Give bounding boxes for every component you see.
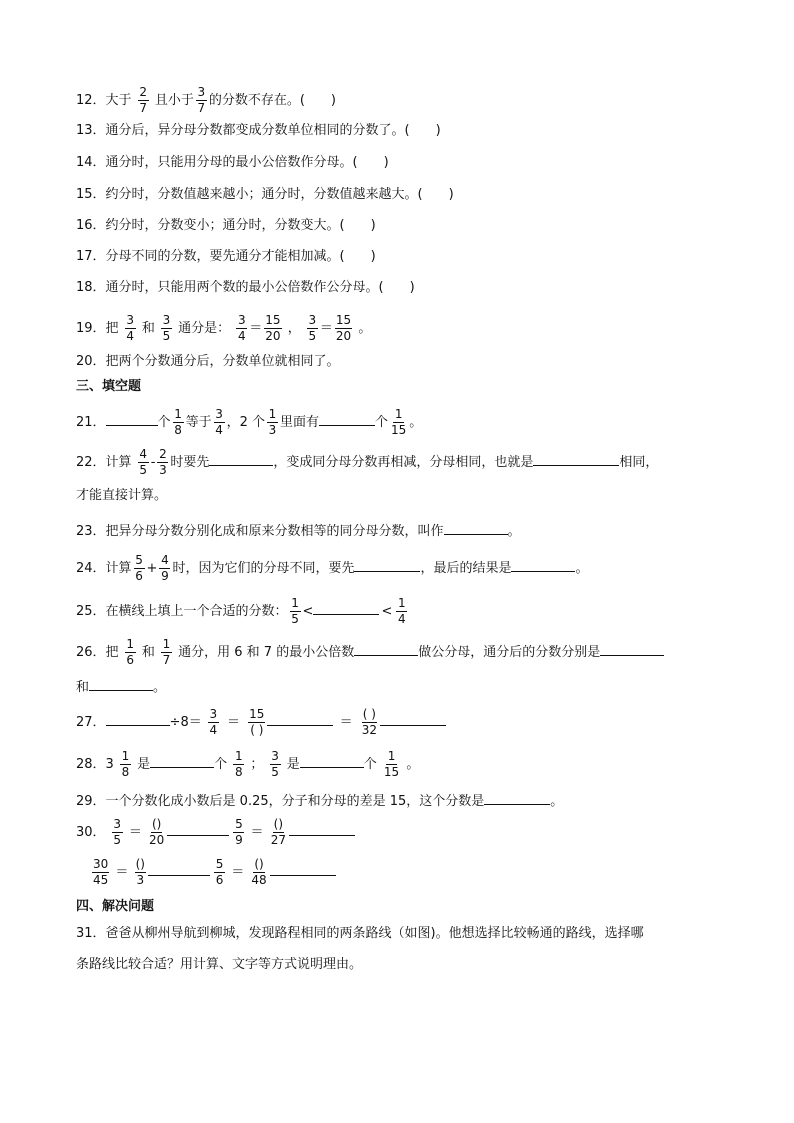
question-23: 23．把异分母分数分别化成和原来分数相等的同分母分数，叫作 。 [76, 520, 521, 541]
fraction: $\frac{2}{7}$ [139, 85, 148, 115]
answer-blank[interactable] [148, 861, 210, 876]
answer-blank[interactable] [354, 641, 418, 656]
fraction: $\frac{1}{3}$ [268, 407, 277, 437]
question-22-continued: 才能直接计算。 [76, 488, 168, 503]
question-28: 28．3 $\frac{1}{8}$ 是 个 $\frac{1}{8}$ ； $\frac{3}{5}$ 是 个 $\frac{1}{15}$ 。 [76, 749, 420, 779]
fraction: $\frac{()}{27}$ [270, 817, 286, 847]
fraction: $\frac{2}{3}$ [159, 447, 167, 477]
section-heading-problems: 四、解决问题 [76, 899, 155, 914]
fraction: $\frac{( )}{32}$ [361, 707, 378, 737]
question-15: 15．约分时，分数值越来越小；通分时，分数值越来越大。( ) [76, 187, 454, 202]
section-heading-fill-in: 三、填空题 [76, 379, 142, 394]
answer-blank[interactable] [444, 520, 508, 535]
answer-blank[interactable] [267, 711, 333, 726]
fraction: $\frac{3}{4}$ [126, 313, 134, 343]
question-19: 19．把 $\frac{3}{4}$ 和 $\frac{3}{5}$ 通分是： $\frac{3}{4}$ ＝ $\frac{15}{20}$ ， $\frac{3}{5}$ ＝ $\frac{15}{20}$ 。 [76, 313, 372, 343]
question-26: 26．把 $\frac{1}{6}$ 和 $\frac{1}{7}$ 通分，用 6 和 7 的最小公倍数 做公分母，通分后的分数分别是 [76, 638, 664, 667]
answer-blank[interactable] [289, 821, 355, 836]
answer-blank[interactable] [600, 641, 664, 656]
fraction: $\frac{3}{7}$ [197, 85, 206, 115]
question-31-continued: 条路线比较合适？用计算、文字等方式说明理由。 [76, 957, 363, 972]
fraction: $\frac{3}{4}$ [209, 707, 218, 737]
fraction: $\frac{3}{5}$ [113, 817, 121, 847]
fraction: $\frac{1}{4}$ [398, 596, 406, 626]
question-30-row-1: 30． $\frac{3}{5}$ ＝ $\frac{()}{20}$ $\frac{5}{9}$ ＝ $\frac{()}{27}$ [76, 818, 355, 847]
fraction: $\frac{()}{48}$ [251, 857, 267, 887]
fraction: $\frac{1}{15}$ [383, 749, 400, 779]
answer-blank[interactable] [380, 711, 446, 726]
question-25: 25．在横线上填上一个合适的分数： $\frac{1}{5}$ < < $\frac{1}{4}$ [76, 596, 406, 626]
answer-blank[interactable] [167, 821, 229, 836]
answer-blank[interactable] [354, 557, 420, 572]
fraction: $\frac{1}{8}$ [234, 749, 243, 779]
fraction: $\frac{15}{( )}$ [249, 707, 265, 737]
question-31: 31．爸爸从柳州导航到柳城，发现路程相同的两条路线（如图)。他想选择比较畅通的路线，选择哪 [76, 926, 644, 941]
answer-blank[interactable] [511, 557, 575, 572]
question-18: 18．通分时，只能用两个数的最小公倍数作公分母。( ) [76, 280, 415, 295]
fraction: $\frac{()}{20}$ [148, 817, 165, 847]
fraction: $\frac{4}{9}$ [161, 553, 169, 583]
question-13: 13．通分后，异分母分数都变成分数单位相同的分数了。( ) [76, 123, 441, 138]
answer-blank[interactable] [106, 411, 158, 426]
answer-blank[interactable] [533, 451, 619, 466]
fraction: $\frac{30}{45}$ [93, 857, 109, 887]
question-26-continued: 和 。 [76, 676, 166, 697]
fraction: $\frac{5}{6}$ [215, 857, 224, 887]
fraction: $\frac{3}{4}$ [237, 313, 246, 343]
answer-blank[interactable] [270, 861, 336, 876]
question-20: 20．把两个分数通分后，分数单位就相同了。 [76, 354, 340, 369]
fraction: $\frac{()}{3}$ [135, 857, 145, 887]
question-29: 29．一个分数化成小数后是 0.25，分子和分母的差是 15，这个分数是 。 [76, 790, 563, 811]
fraction: $\frac{3}{4}$ [215, 407, 223, 437]
answer-blank[interactable] [209, 451, 273, 466]
fraction: $\frac{3}{5}$ [308, 313, 317, 343]
question-12: 12．大于 $\frac{2}{7}$ 且小于 $\frac{3}{7}$ 的分数不存在。( ) [76, 85, 337, 115]
fraction: $\frac{5}{6}$ [135, 553, 143, 583]
answer-blank[interactable] [300, 753, 364, 768]
fraction: $\frac{1}{6}$ [126, 637, 134, 667]
answer-blank[interactable] [150, 753, 214, 768]
fraction: $\frac{3}{5}$ [271, 749, 279, 779]
answer-blank[interactable] [89, 676, 153, 691]
fraction: $\frac{15}{20}$ [265, 313, 281, 343]
question-30-row-2: $\frac{30}{45}$ ＝ $\frac{()}{3}$ $\frac{5}{6}$ ＝ $\frac{()}{48}$ [90, 858, 336, 887]
fraction: $\frac{15}{20}$ [335, 313, 352, 343]
fraction: $\frac{1}{5}$ [291, 596, 299, 626]
question-17: 17．分母不同的分数，要先通分才能相加减。( ) [76, 249, 376, 264]
fraction: $\frac{3}{5}$ [162, 313, 171, 343]
answer-blank[interactable] [313, 600, 379, 615]
fraction: $\frac{5}{9}$ [235, 817, 243, 847]
fraction: $\frac{4}{5}$ [139, 447, 147, 477]
question-27: 27． ÷8＝ $\frac{3}{4}$ ＝ $\frac{15}{( )}$ ＝ $\frac{( )}{32}$ [76, 708, 446, 737]
question-21: 21． 个 $\frac{1}{8}$ 等于 $\frac{3}{4}$ ，2 个 $\frac{1}{3}$ 里面有 个 $\frac{1}{15}$ 。 [76, 407, 423, 437]
answer-blank[interactable] [106, 711, 170, 726]
question-24: 24．计算 $\frac{5}{6}$ + $\frac{4}{9}$ 时，因为它们的分母不同，要先 ，最后的结果是 。 [76, 553, 589, 583]
fraction: $\frac{1}{8}$ [174, 407, 182, 437]
fraction: $\frac{1}{15}$ [391, 407, 407, 437]
question-22: 22．计算 $\frac{4}{5}$ - $\frac{2}{3}$ 时要先 ，变成同分母分数再相减，分母相同，也就是 相同， [76, 447, 659, 477]
fraction: $\frac{1}{8}$ [121, 749, 130, 779]
answer-blank[interactable] [319, 411, 375, 426]
question-16: 16．约分时，分数变小；通分时，分数变大。( ) [76, 218, 376, 233]
question-14: 14．通分时，只能用分母的最小公倍数作分母。( ) [76, 155, 389, 170]
fraction: $\frac{1}{7}$ [162, 637, 171, 667]
answer-blank[interactable] [484, 790, 550, 805]
